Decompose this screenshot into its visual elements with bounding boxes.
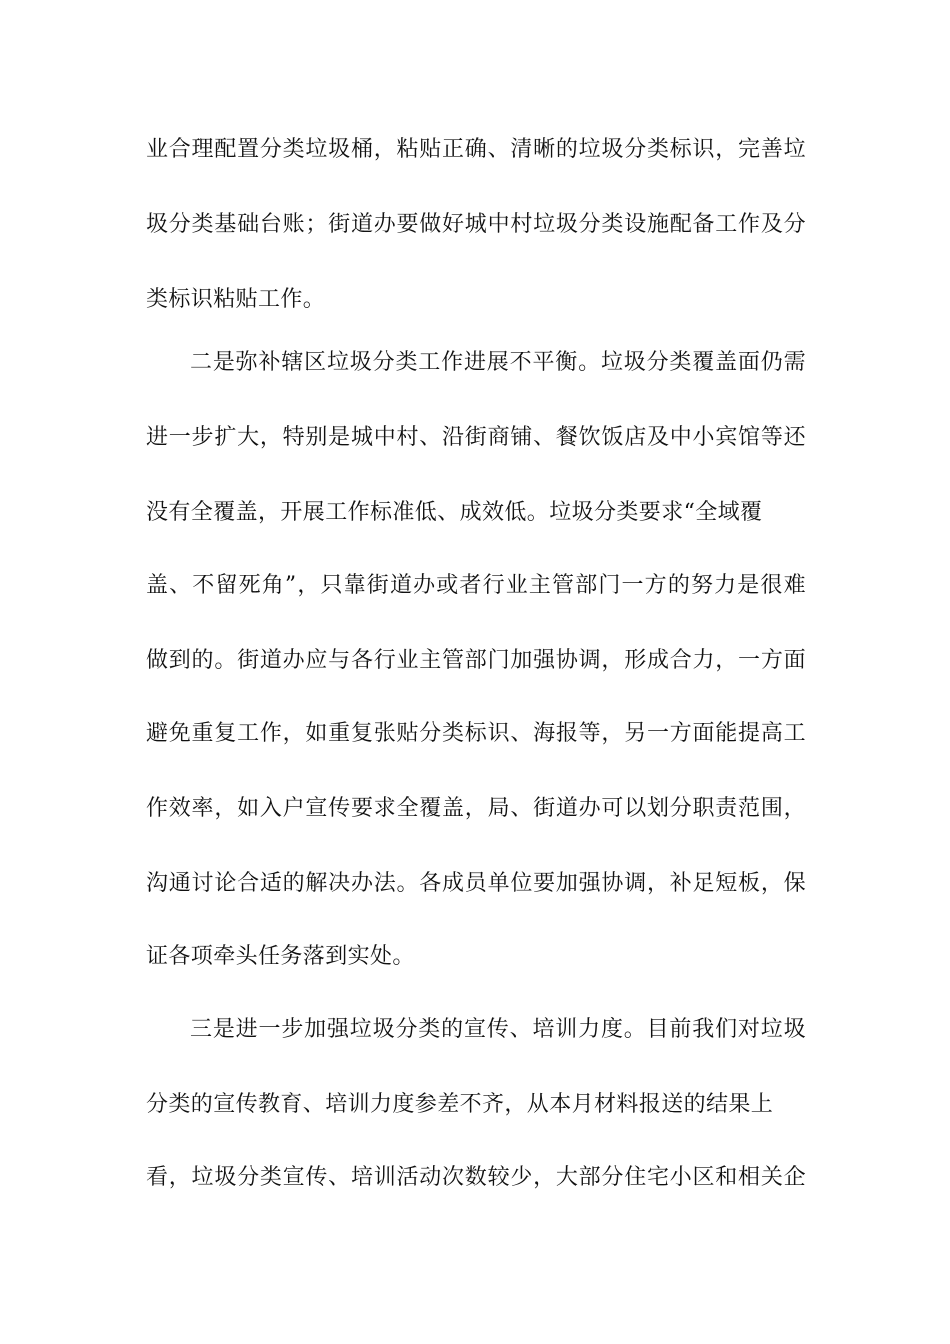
text-line: 进一步扩大，特别是城中村、沿街商铺、餐饮饭店及中小宾馆等还 — [146, 425, 806, 450]
text-line: 避免重复工作，如重复张贴分类标识、海报等，另一方面能提高工 — [146, 721, 806, 746]
paragraph-first-line: 三是进一步加强垃圾分类的宣传、培训力度。目前我们对垃圾 — [190, 1017, 806, 1042]
text-line: 分类的宣传教育、培训力度参差不齐，从本月材料报送的结果上 — [146, 1092, 774, 1117]
text-line: 作效率，如入户宣传要求全覆盖，局、街道办可以划分职责范围， — [146, 796, 806, 821]
text-line: 类标识粘贴工作。 — [146, 287, 326, 312]
text-line: 没有全覆盖，开展工作标准低、成效低。垃圾分类要求“全域覆 — [146, 500, 763, 525]
text-line: 圾分类基础台账；街道办要做好城中村垃圾分类设施配备工作及分 — [146, 212, 806, 237]
text-line: 看，垃圾分类宣传、培训活动次数较少，大部分住宅小区和相关企 — [146, 1165, 806, 1190]
paragraph-first-line: 二是弥补辖区垃圾分类工作进展不平衡。垃圾分类覆盖面仍需 — [190, 350, 806, 375]
text-line: 做到的。街道办应与各行业主管部门加强协调，形成合力，一方面 — [146, 648, 806, 673]
text-line: 证各项牵头任务落到实处。 — [146, 944, 415, 969]
text-line: 盖、不留死角”，只靠街道办或者行业主管部门一方的努力是很难 — [146, 573, 806, 598]
text-line: 沟通讨论合适的解决办法。各成员单位要加强协调，补足短板，保 — [146, 871, 806, 896]
text-line: 业合理配置分类垃圾桶，粘贴正确、清晰的垃圾分类标识，完善垃 — [146, 137, 806, 162]
